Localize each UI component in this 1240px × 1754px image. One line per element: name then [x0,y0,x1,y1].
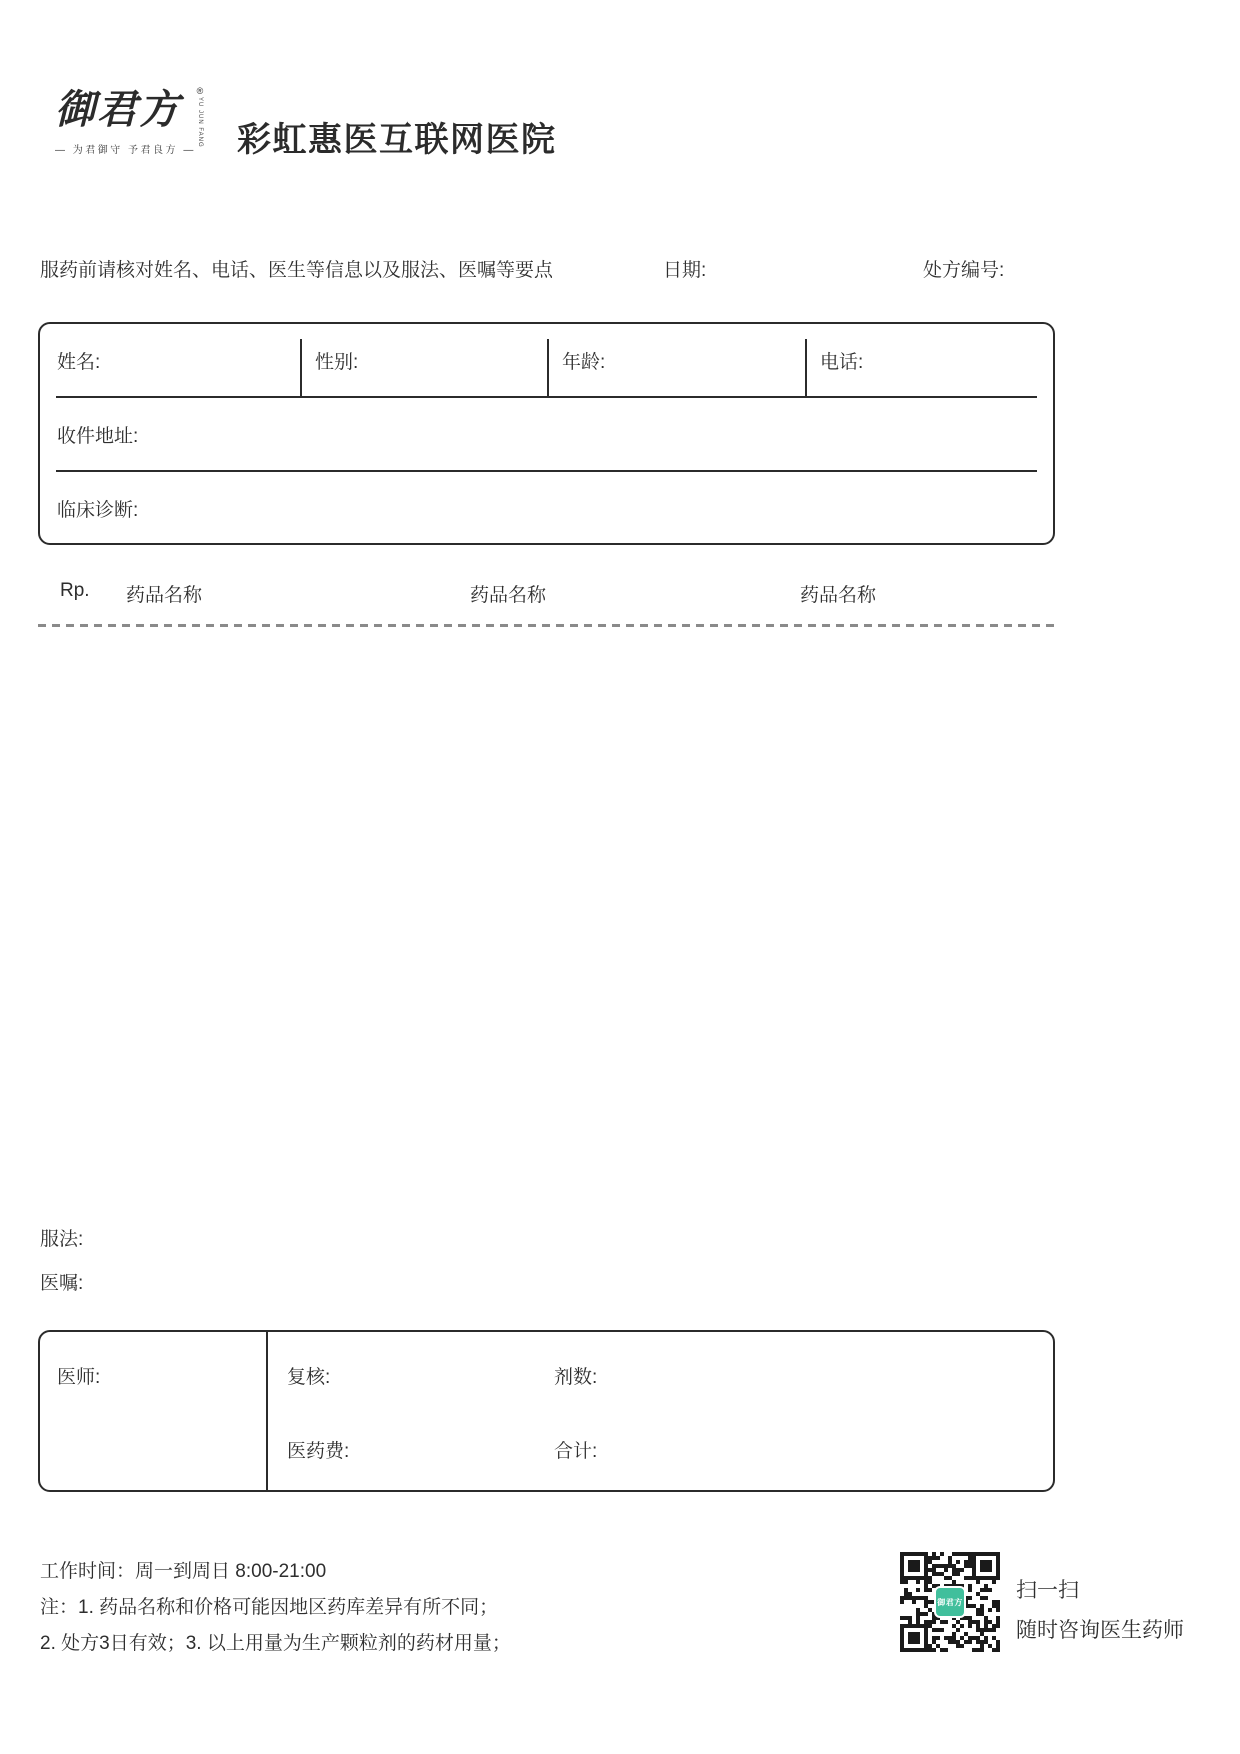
working-hours: 工作时间：周一到周日 8:00-21:00 [40,1561,327,1582]
notice-row [0,255,1240,281]
physician-label: 医师: [57,1367,101,1388]
divider [56,396,1037,398]
date-label: 日期: [663,260,707,281]
phone-label: 电话: [820,352,864,373]
qr-code [900,1552,1000,1652]
gender-field [315,324,358,397]
medical-fee-label: 医药费: [287,1441,350,1462]
qr-consult-label: 随时咨询医生药师 [1016,1619,1184,1642]
doses-label: 剂数: [554,1367,598,1388]
signoff-box [38,1330,1055,1492]
divider [56,470,1037,472]
divider [805,339,807,396]
drug-name-column-header: 药品名称 [800,585,877,606]
name-label: 姓名: [57,352,101,373]
brand-logo [55,88,205,158]
name-field [57,324,100,397]
verification-notice: 服药前请核对姓名、电话、医生等信息以及服法、医嘱等要点 [40,260,554,281]
prescription-number-label: 处方编号: [923,260,1005,281]
qr-center-logo [934,1586,966,1618]
phone-field [820,324,863,397]
dashed-separator [38,624,1055,627]
footer-note-2: 2. 处方3日有效；3. 以上用量为生产颗粒剂的药材用量； [40,1633,511,1654]
footer-note-1: 注：1. 药品名称和价格可能因地区药库差异有所不同； [40,1597,499,1618]
review-label: 复核: [287,1367,331,1388]
usage-label: 服法: [40,1229,84,1250]
address-label: 收件地址: [57,425,139,447]
qr-center-logo-text: 御君方 [937,1597,963,1607]
drug-name-column-header: 药品名称 [470,585,547,606]
qr-scan-label: 扫一扫 [1016,1579,1079,1602]
divider [300,339,302,396]
registered-trademark-icon: ® [196,86,204,96]
brand-tagline: — 为君御守 予君良方 — [55,145,196,156]
address-field [57,398,138,470]
age-label: 年龄: [562,352,606,373]
divider [266,1332,268,1490]
drug-name-column-header: 药品名称 [126,585,203,606]
diagnosis-field [57,472,138,544]
brand-logo-text: 御君方 [55,86,181,133]
brand-logo-side [193,86,207,153]
rp-label: Rp. [60,580,90,601]
total-label: 合计: [554,1441,598,1462]
age-field [562,324,605,397]
hospital-title: 彩虹惠医互联网医院 [237,121,557,159]
diagnosis-label: 临床诊断: [57,499,139,521]
divider [547,339,549,396]
doctor-advice-label: 医嘱: [40,1273,84,1294]
gender-label: 性别: [315,352,359,373]
rx-header-row [0,580,1240,606]
brand-logo-vertical-text: YU JUN FANG [197,97,203,148]
patient-row-basic [40,324,1053,397]
patient-info-box [38,322,1055,545]
